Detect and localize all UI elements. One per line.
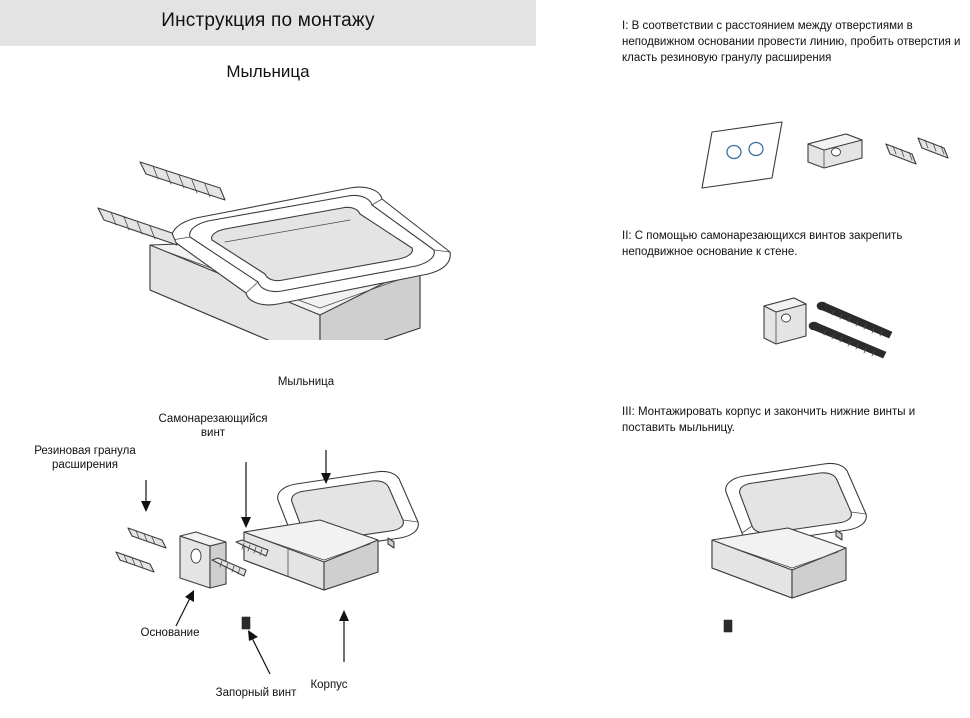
- label-self-tapping-screw: Самонарезающийся винт: [158, 413, 268, 439]
- anchor-upper: [140, 162, 225, 200]
- step-2-text: II: С помощью самонарезающихся винтов закрепить неподвижное основание к стене.: [622, 230, 903, 258]
- arrow-body: [339, 610, 349, 662]
- step-1-illustration: [690, 110, 960, 200]
- part-expansion-granules: [116, 528, 166, 572]
- part-locking-screw: [242, 617, 250, 629]
- step3-locking-screw: [724, 620, 732, 632]
- exploded-view-illustration: [20, 440, 490, 690]
- label-soap-dish: Мыльница: [277, 376, 335, 388]
- arrow-base: [176, 590, 194, 626]
- assembled-product-illustration: [20, 100, 490, 340]
- label-locking-screw: Запорный винт: [215, 687, 297, 699]
- page-title: Инструкция по монтажу: [161, 10, 375, 31]
- label-base: Основание: [140, 627, 200, 639]
- arrow-rubber-granule: [141, 480, 151, 512]
- product-subtitle: Мыльница: [226, 62, 310, 81]
- label-body: Корпус: [310, 679, 348, 691]
- arrow-locking-screw: [248, 630, 270, 674]
- label-expansion-rubber-granule: Резиновая гранула расширения: [34, 445, 136, 471]
- anchor-lower: [98, 208, 177, 245]
- step3-body: [712, 528, 846, 598]
- step-3-illustration: [690, 460, 940, 650]
- step-3-text: III: Монтажировать корпус и закончить нижние винты и поставить мыльницу.: [622, 406, 916, 434]
- step-2-illustration: [750, 292, 930, 372]
- step-1-text: I: В соответствии с расстоянием между отверстиями в неподвижном основании провести линию, пробить отверстия и класть резиновую гранулу расширения: [622, 20, 961, 64]
- arrow-self-tapping-screw: [241, 462, 251, 528]
